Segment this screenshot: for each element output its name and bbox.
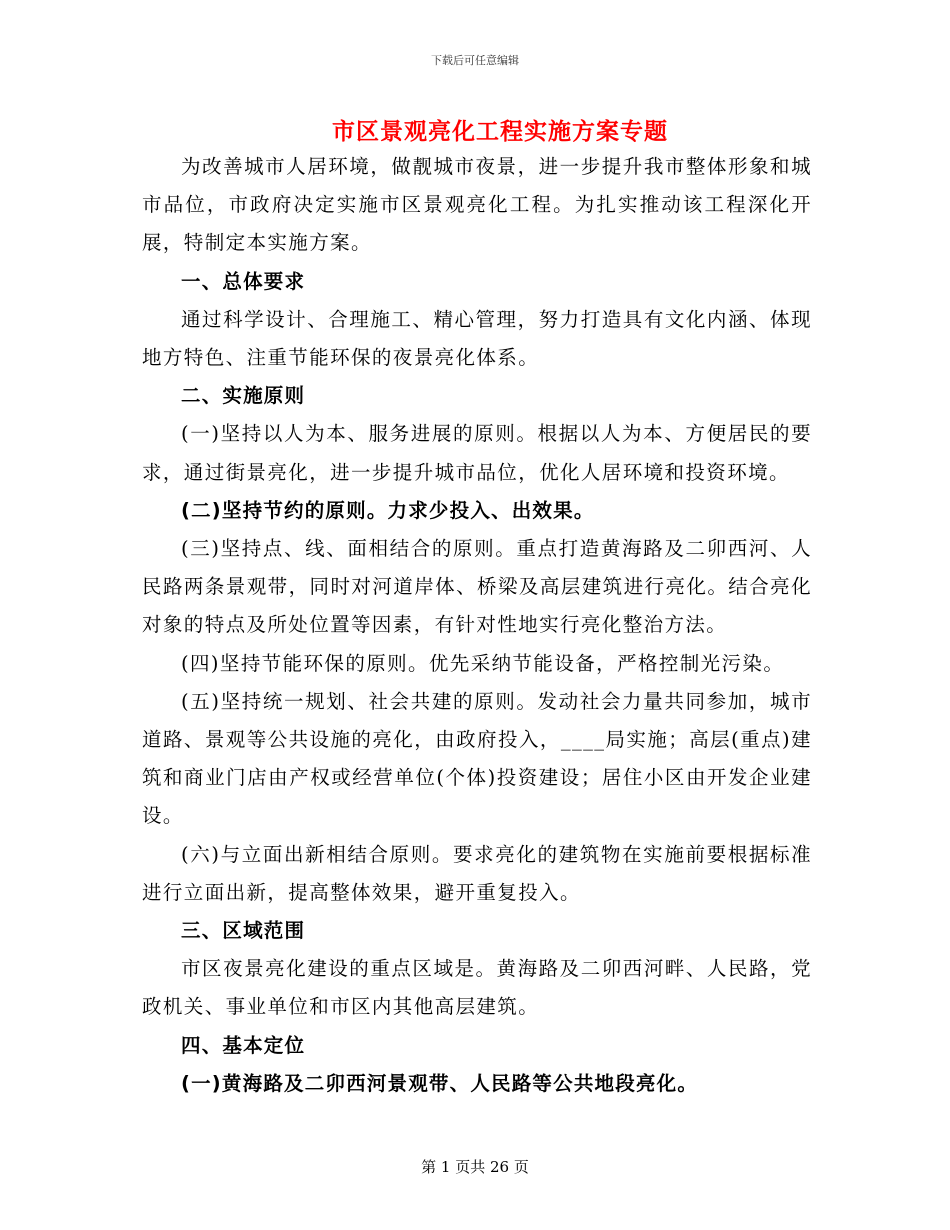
header-note: 下载后可任意编辑 [431,54,519,67]
paragraph-bold: (二)坚持节约的原则。力求少投入、出效果。 [181,498,595,522]
page-number: 第 1 页共 26 页 [421,1158,529,1176]
section-heading: 一、总体要求 [181,269,306,293]
document-body [142,148,812,1103]
paragraph: (四)坚持节能环保的原则。优先采纳节能设备，严格控制光污染。 [181,651,785,675]
paragraph: 市区夜景亮化建设的重点区域是。黄海路及二卯西河畔、人民路，党政机关、事业单位和市区内其他高层建筑。 [142,957,812,1019]
paragraph-intro: 为改善城市人居环境，做靓城市夜景，进一步提升我市整体形象和城市品位，市政府决定实施市区景观亮化工程。为扎实推动该工程深化开展，特制定本实施方案。 [142,155,812,255]
paragraph-bold: (一)黄海路及二卯西河景观带、人民路等公共地段亮化。 [181,1071,699,1095]
paragraph: (三)坚持点、线、面相结合的原则。重点打造黄海路及二卯西河、人民路两条景观带，同时对河道岸体、桥梁及高层建筑进行亮化。结合亮化对象的特点及所处位置等因素，有针对性地实行亮化整治方法。 [142,537,812,637]
section-heading: 四、基本定位 [181,1033,306,1057]
section-heading: 二、实施原则 [181,384,306,408]
paragraph: (一)坚持以人为本、服务进展的原则。根据以人为本、方便居民的要求，通过街景亮化，进一步提升城市品位，优化人居环境和投资环境。 [142,422,812,484]
paragraph: (五)坚持统一规划、社会共建的原则。发动社会力量共同参加，城市道路、景观等公共设施的亮化，由政府投入，____局实施；高层(重点)建筑和商业门店由产权或经营单位(个体)投资建设；居住小区由开发企业建设。 [142,689,812,828]
document-title: 市区景观亮化工程实施方案专题 [332,118,668,145]
section-heading: 三、区域范围 [181,919,306,943]
paragraph: (六)与立面出新相结合原则。要求亮化的建筑物在实施前要根据标准进行立面出新，提高整体效果，避开重复投入。 [142,842,812,904]
paragraph: 通过科学设计、合理施工、精心管理，努力打造具有文化内涵、体现地方特色、注重节能环保的夜景亮化体系。 [142,307,812,370]
